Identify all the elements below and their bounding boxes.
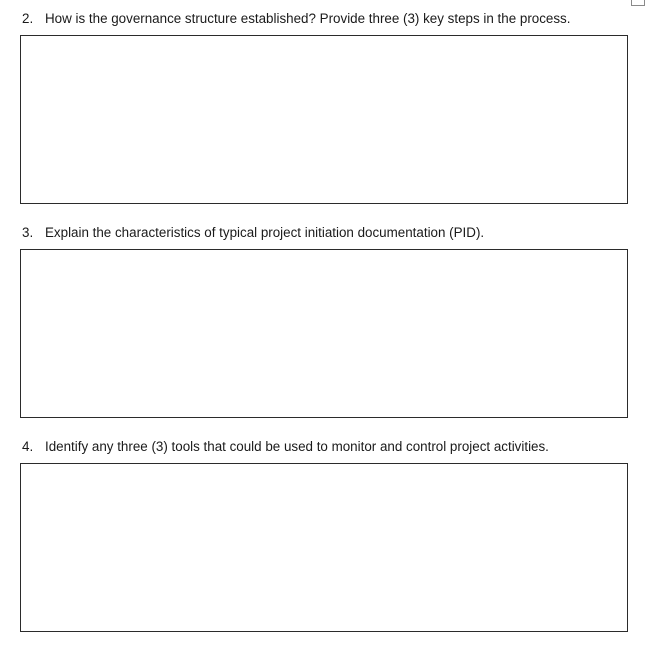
question-3 xyxy=(22,224,484,241)
corner-checkbox[interactable] xyxy=(631,0,645,6)
question-2-number: 2. xyxy=(22,11,34,26)
question-4-number: 4. xyxy=(22,439,34,454)
answer-box-3[interactable] xyxy=(20,249,628,418)
question-3-text: Explain the characteristics of typical project initiation documentation (PID). xyxy=(45,225,485,240)
question-4 xyxy=(22,438,549,455)
question-4-text: Identify any three (3) tools that could be used to monitor and control project activities. xyxy=(45,439,549,454)
answer-box-4[interactable] xyxy=(20,463,628,632)
question-2-text: How is the governance structure established? Provide three (3) key steps in the process. xyxy=(45,11,571,26)
question-3-number: 3. xyxy=(22,225,34,240)
question-2 xyxy=(22,10,570,27)
answer-box-2[interactable] xyxy=(20,35,628,204)
